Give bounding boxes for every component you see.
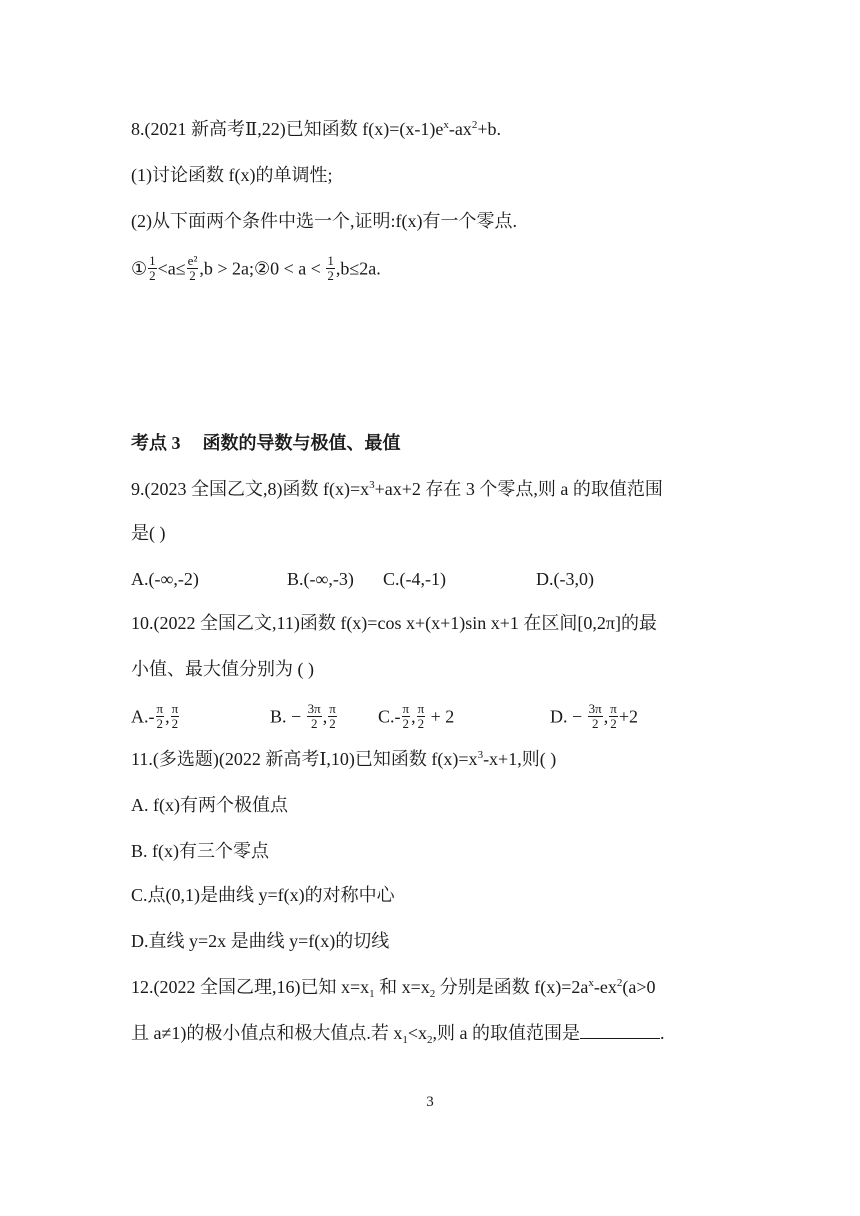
page-number: 3	[426, 1094, 434, 1110]
q10-stem-line1: 10.(2022 全国乙文,11)函数 f(x)=cos x+(x+1)sin x+1 在区间[0,2π]的最	[131, 613, 657, 633]
q8-head-sup2: 2	[471, 119, 478, 131]
section-title: 函数的导数与极值、最值	[202, 433, 401, 453]
q10-c-mid: ,	[411, 706, 416, 727]
q10-option-a	[131, 701, 180, 732]
q10-c-frac1	[402, 702, 411, 730]
q11-option-a: A. f(x)有两个极值点	[131, 795, 288, 815]
q8-part2: (2)从下面两个条件中选一个,证明:f(x)有一个零点.	[131, 211, 517, 231]
q10-a-frac2	[171, 702, 180, 730]
q10-b-pre: B. −	[270, 706, 306, 727]
q12-part-b: 和 x=x	[374, 977, 430, 997]
q9-sup: 3	[369, 479, 375, 491]
q12-part-f: 且 a≠1)的极小值点和极大值点.若 x	[131, 1023, 403, 1043]
q9-stem-line2: 是( )	[131, 523, 166, 543]
q8-frac-2	[187, 254, 199, 282]
answer-blank	[580, 1022, 660, 1039]
q10-option-c	[378, 701, 455, 732]
q12-sub4: 2	[427, 1034, 433, 1046]
q8-cond-c: ,b > 2a;②0 < a <	[199, 258, 326, 279]
q10-a-frac1	[156, 702, 165, 730]
q10-d-pre: D. −	[550, 706, 587, 727]
frac-num: π	[610, 701, 617, 716]
q9-option-c: C.(-4,-1)	[383, 569, 446, 589]
q8-frac2-den: 2	[189, 267, 196, 283]
q10-option-b	[270, 701, 338, 732]
q10-a-mid: ,	[165, 706, 170, 727]
frac-den: 2	[310, 715, 318, 731]
q8-head-mid: -ax	[448, 119, 472, 139]
frac-den: 2	[402, 715, 410, 731]
q8-frac2-num: e²	[187, 253, 198, 268]
q10-b-frac1	[307, 702, 322, 730]
q9-option-d: D.(-3,0)	[536, 569, 594, 589]
q8-part1: (1)讨论函数 f(x)的单调性;	[131, 165, 333, 185]
q12-stem-line1	[131, 977, 656, 1000]
frac-num: π	[329, 701, 336, 716]
frac-den: 2	[417, 715, 425, 731]
frac-num: π	[171, 701, 179, 716]
frac-num: π	[402, 701, 410, 716]
frac-den: 2	[156, 715, 164, 731]
q8-frac1-num: 1	[149, 253, 156, 268]
q9-text-b: +ax+2 存在 3 个零点,则 a 的取值范围	[374, 479, 663, 499]
q10-a-pre: A.-	[131, 706, 155, 727]
q8-frac1-den: 2	[149, 267, 156, 283]
frac-num: 3π	[588, 701, 602, 716]
q12-part-c: 分别是函数 f(x)=2a	[435, 977, 589, 997]
q11-option-d: D.直线 y=2x 是曲线 y=f(x)的切线	[131, 931, 390, 951]
q12-part-d: -ex	[593, 977, 617, 997]
q12-part-e: (a>0	[622, 977, 656, 997]
frac-num: π	[156, 701, 164, 716]
frac-den: 2	[610, 715, 617, 731]
q8-cond-b: <a≤	[157, 258, 186, 279]
q12-stem-line2	[131, 1022, 665, 1046]
frac-num: 3π	[307, 701, 321, 716]
q10-option-d	[550, 701, 638, 732]
q9-stem-line1	[131, 480, 663, 498]
q10-b-frac2	[328, 702, 337, 730]
q10-c-post: + 2	[426, 706, 455, 727]
q12-end: .	[660, 1023, 665, 1043]
frac-den: 2	[171, 715, 179, 731]
q8-cond-a: ①	[131, 258, 148, 279]
q11-option-c: C.点(0,1)是曲线 y=f(x)的对称中心	[131, 885, 395, 905]
q8-frac-3	[326, 254, 335, 282]
q10-d-frac2	[609, 702, 618, 730]
frac-num: π	[417, 701, 425, 716]
section-heading	[131, 434, 401, 452]
q11-text-b: -x+1,则( )	[483, 749, 557, 769]
q8-frac3-den: 2	[327, 267, 334, 283]
q8-cond-d: ,b≤2a.	[335, 258, 381, 279]
q12-sub1: 1	[369, 988, 375, 1000]
q8-conditions	[131, 253, 381, 284]
q12-sup2: 2	[616, 977, 623, 989]
q8-head-end: +b.	[477, 119, 501, 139]
q12-part-g: <x	[407, 1023, 428, 1043]
q10-d-post: +2	[618, 706, 638, 727]
q10-d-mid: ,	[603, 706, 609, 727]
q11-option-b: B. f(x)有三个零点	[131, 841, 269, 861]
q10-c-frac2	[417, 702, 426, 730]
q11-text-a: 11.(多选题)(2022 新高考Ⅰ,10)已知函数 f(x)=x	[131, 749, 478, 769]
q12-part-h: ,则 a 的取值范围是	[432, 1023, 581, 1043]
q8-head-sup: x	[443, 119, 449, 131]
q10-d-frac1	[588, 702, 603, 730]
frac-den: 2	[329, 715, 336, 731]
q10-b-mid: ,	[322, 706, 328, 727]
section-label: 考点 3	[131, 433, 181, 453]
q12-sub3: 1	[402, 1034, 408, 1046]
q8-stem	[131, 120, 501, 138]
q10-c-pre: C.-	[378, 706, 401, 727]
q9-option-b: B.(-∞,-3)	[287, 569, 354, 589]
q9-option-a: A.(-∞,-2)	[131, 569, 199, 589]
q11-sup: 3	[477, 749, 484, 761]
q12-part-a: 12.(2022 全国乙理,16)已知 x=x	[131, 977, 370, 997]
q12-supx: x	[588, 977, 594, 989]
q8-frac3-num: 1	[327, 253, 334, 268]
q10-stem-line2: 小值、最大值分别为 ( )	[131, 659, 314, 679]
q8-head: 8.(2021 新高考Ⅱ,22)已知函数 f(x)=(x-1)e	[131, 119, 444, 139]
q12-sub2: 2	[429, 988, 436, 1000]
q11-stem	[131, 750, 556, 768]
q9-text-a: 9.(2023 全国乙文,8)函数 f(x)=x	[131, 479, 370, 499]
q8-frac-1	[148, 254, 157, 282]
frac-den: 2	[591, 715, 599, 731]
